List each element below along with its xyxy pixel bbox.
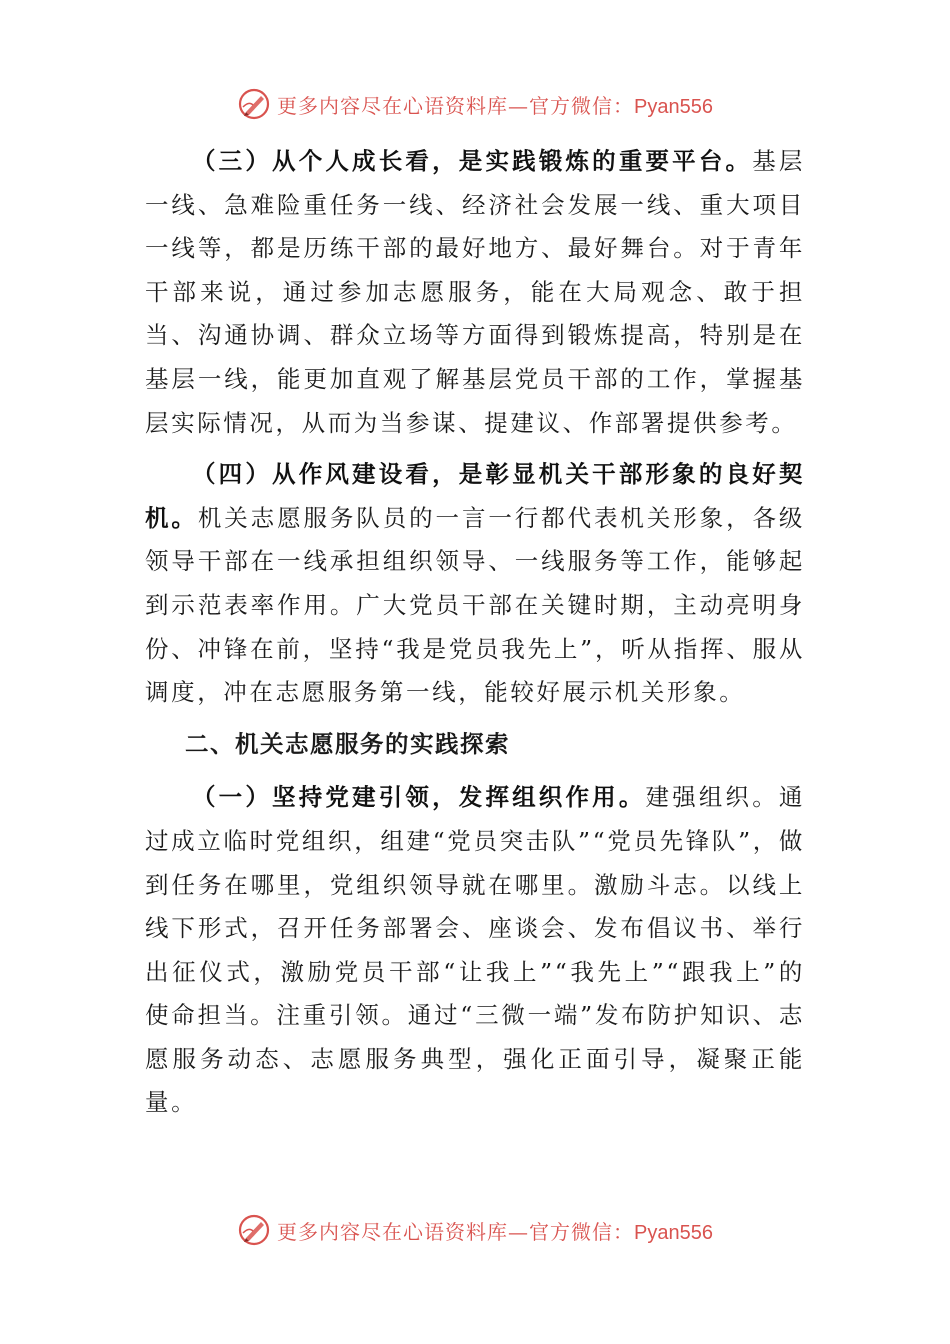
- paragraph-3-lead: （三）从个人成长看，是实践锻炼的重要平台。: [192, 147, 753, 175]
- watermark-text: 更多内容尽在心语资料库—官方微信：Pyan556: [277, 93, 713, 118]
- paragraph-4-lead: （四）从作风建设看，是彰显机关干部形象的良好契机。: [145, 460, 805, 532]
- section-heading-2: 二、机关志愿服务的实践探索: [185, 729, 510, 758]
- pen-logo-icon: [237, 1213, 271, 1247]
- paragraph-4-body: 机关志愿服务队员的一言一行都代表机关形象，各级领导干部在一线承担组织领导、一线服务等工作，能够起到示范表率作用。广大党员干部在关键时期，主动亮明身份、冲锋在前，坚持“我是党员我先上”，听从指挥、服从调度，冲在志愿服务第一线，能较好展示机关形象。: [145, 503, 805, 707]
- paragraph-3: [145, 140, 805, 445]
- paragraph-2-1: [145, 776, 805, 1125]
- watermark-text: 更多内容尽在心语资料库—官方微信：Pyan556: [277, 1219, 713, 1244]
- paragraph-2-1-lead: （一）坚持党建引领，发挥组织作用。: [192, 783, 646, 812]
- pen-logo-icon: [237, 87, 271, 121]
- paragraph-3-body: 基层一线、急难险重任务一线、经济社会发展一线、重大项目一线等，都是历练干部的最好地方、最好舞台。对于青年干部来说，通过参加志愿服务，能在大局观念、敢于担当、沟通协调、群众立场等方面得到锻炼提高，特别是在基层一线，能更加直观了解基层党员干部的工作，掌握基层实际情况，从而为当参谋、提建议、作部署提供参考。: [145, 147, 805, 437]
- document-body: [145, 140, 805, 1133]
- watermark-header: [0, 84, 950, 124]
- paragraph-2-1-body: 建强组织。通过成立临时党组织，组建“党员突击队”“党员先锋队”，做到任务在哪里，党组织领导就在哪里。激励斗志。以线上线下形式，召开任务部署会、座谈会、发布倡议书、举行出征仪式，激励党员干部“让我上”“我先上”“跟我上”的使命担当。注重引领。通过“三微一端”发布防护知识、志愿服务动态、志愿服务典型，强化正面引导，凝聚正能量。: [145, 783, 805, 1117]
- watermark-footer: [0, 1210, 950, 1250]
- paragraph-4: [145, 453, 805, 715]
